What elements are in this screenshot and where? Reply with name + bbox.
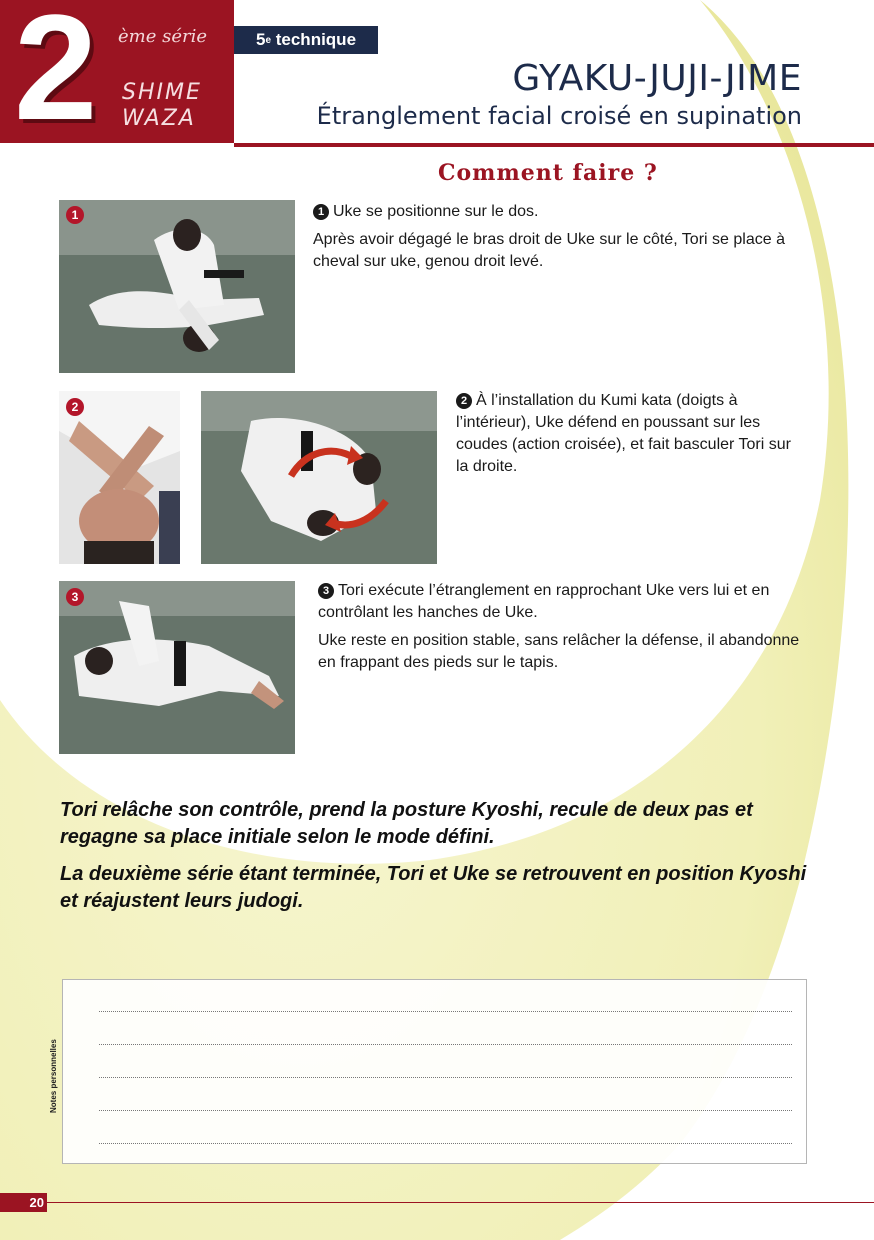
group-line-1: SHIME bbox=[122, 80, 202, 105]
step-1-inline-number: 1 bbox=[313, 204, 329, 220]
closing-text bbox=[60, 797, 820, 925]
technique-badge bbox=[234, 26, 378, 54]
technique-number: 5 bbox=[255, 30, 266, 49]
notes-label: Notes personnelles bbox=[49, 1039, 58, 1113]
step-1-text bbox=[313, 201, 813, 279]
page-subtitle: Étranglement facial croisé en supination bbox=[316, 102, 802, 130]
note-line[interactable] bbox=[99, 1110, 792, 1111]
step-3-marker: 3 bbox=[66, 588, 84, 606]
step-3-detail: Uke reste en position stable, sans relâcher la défense, il abandonne en frappant des pieds sur le tapis. bbox=[318, 632, 800, 671]
section-heading: Comment faire ? bbox=[438, 160, 658, 186]
step-2-marker: 2 bbox=[66, 398, 84, 416]
group-line-2: WAZA bbox=[122, 106, 196, 131]
step-1-marker: 1 bbox=[66, 206, 84, 224]
step-3-inline-number: 3 bbox=[318, 583, 334, 599]
note-line[interactable] bbox=[99, 1011, 792, 1012]
technique-word: technique bbox=[275, 30, 357, 49]
step-1-lead: Uke se positionne sur le dos. bbox=[333, 203, 539, 220]
note-line[interactable] bbox=[99, 1077, 792, 1078]
header-divider bbox=[234, 143, 874, 147]
step-3-text bbox=[318, 580, 818, 680]
step-2-inline-number: 2 bbox=[456, 393, 472, 409]
series-suffix: ème série bbox=[118, 26, 207, 47]
page-title: GYAKU-JUJI-JIME bbox=[512, 58, 802, 99]
step-3-lead: Tori exécute l’étranglement en rapprochant Uke vers lui et en contrôlant les hanches de Uke. bbox=[318, 582, 770, 621]
photo-step-1 bbox=[59, 200, 295, 373]
note-line[interactable] bbox=[99, 1044, 792, 1045]
step-1-detail: Après avoir dégagé le bras droit de Uke sur le côté, Tori se place à cheval sur uke, genou droit levé. bbox=[313, 231, 785, 270]
closing-paragraph-2: La deuxième série étant terminée, Tori et Uke se retrouvent en position Kyoshi et réajustent leurs judogi. bbox=[60, 863, 807, 912]
notes-box[interactable] bbox=[62, 979, 807, 1164]
closing-paragraph-1: Tori relâche son contrôle, prend la posture Kyoshi, recule de deux pas et regagne sa place initiale selon le mode défini. bbox=[60, 799, 753, 848]
series-number: 2 bbox=[14, 0, 98, 143]
technique-sup: e bbox=[265, 34, 271, 46]
step-2-lead: À l’installation du Kumi kata (doigts à l’intérieur), Uke défend en poussant sur les coudes (action croisée), et fait basculer Tori sur la droite. bbox=[456, 392, 791, 475]
step-2-text bbox=[456, 390, 806, 484]
note-line[interactable] bbox=[99, 1143, 792, 1144]
photo-step-2a bbox=[59, 391, 180, 564]
footer-rule bbox=[47, 1202, 874, 1203]
series-block bbox=[0, 0, 234, 143]
page-number: 20 bbox=[0, 1193, 47, 1212]
photo-step-3 bbox=[59, 581, 295, 754]
photo-step-2b bbox=[201, 391, 437, 564]
